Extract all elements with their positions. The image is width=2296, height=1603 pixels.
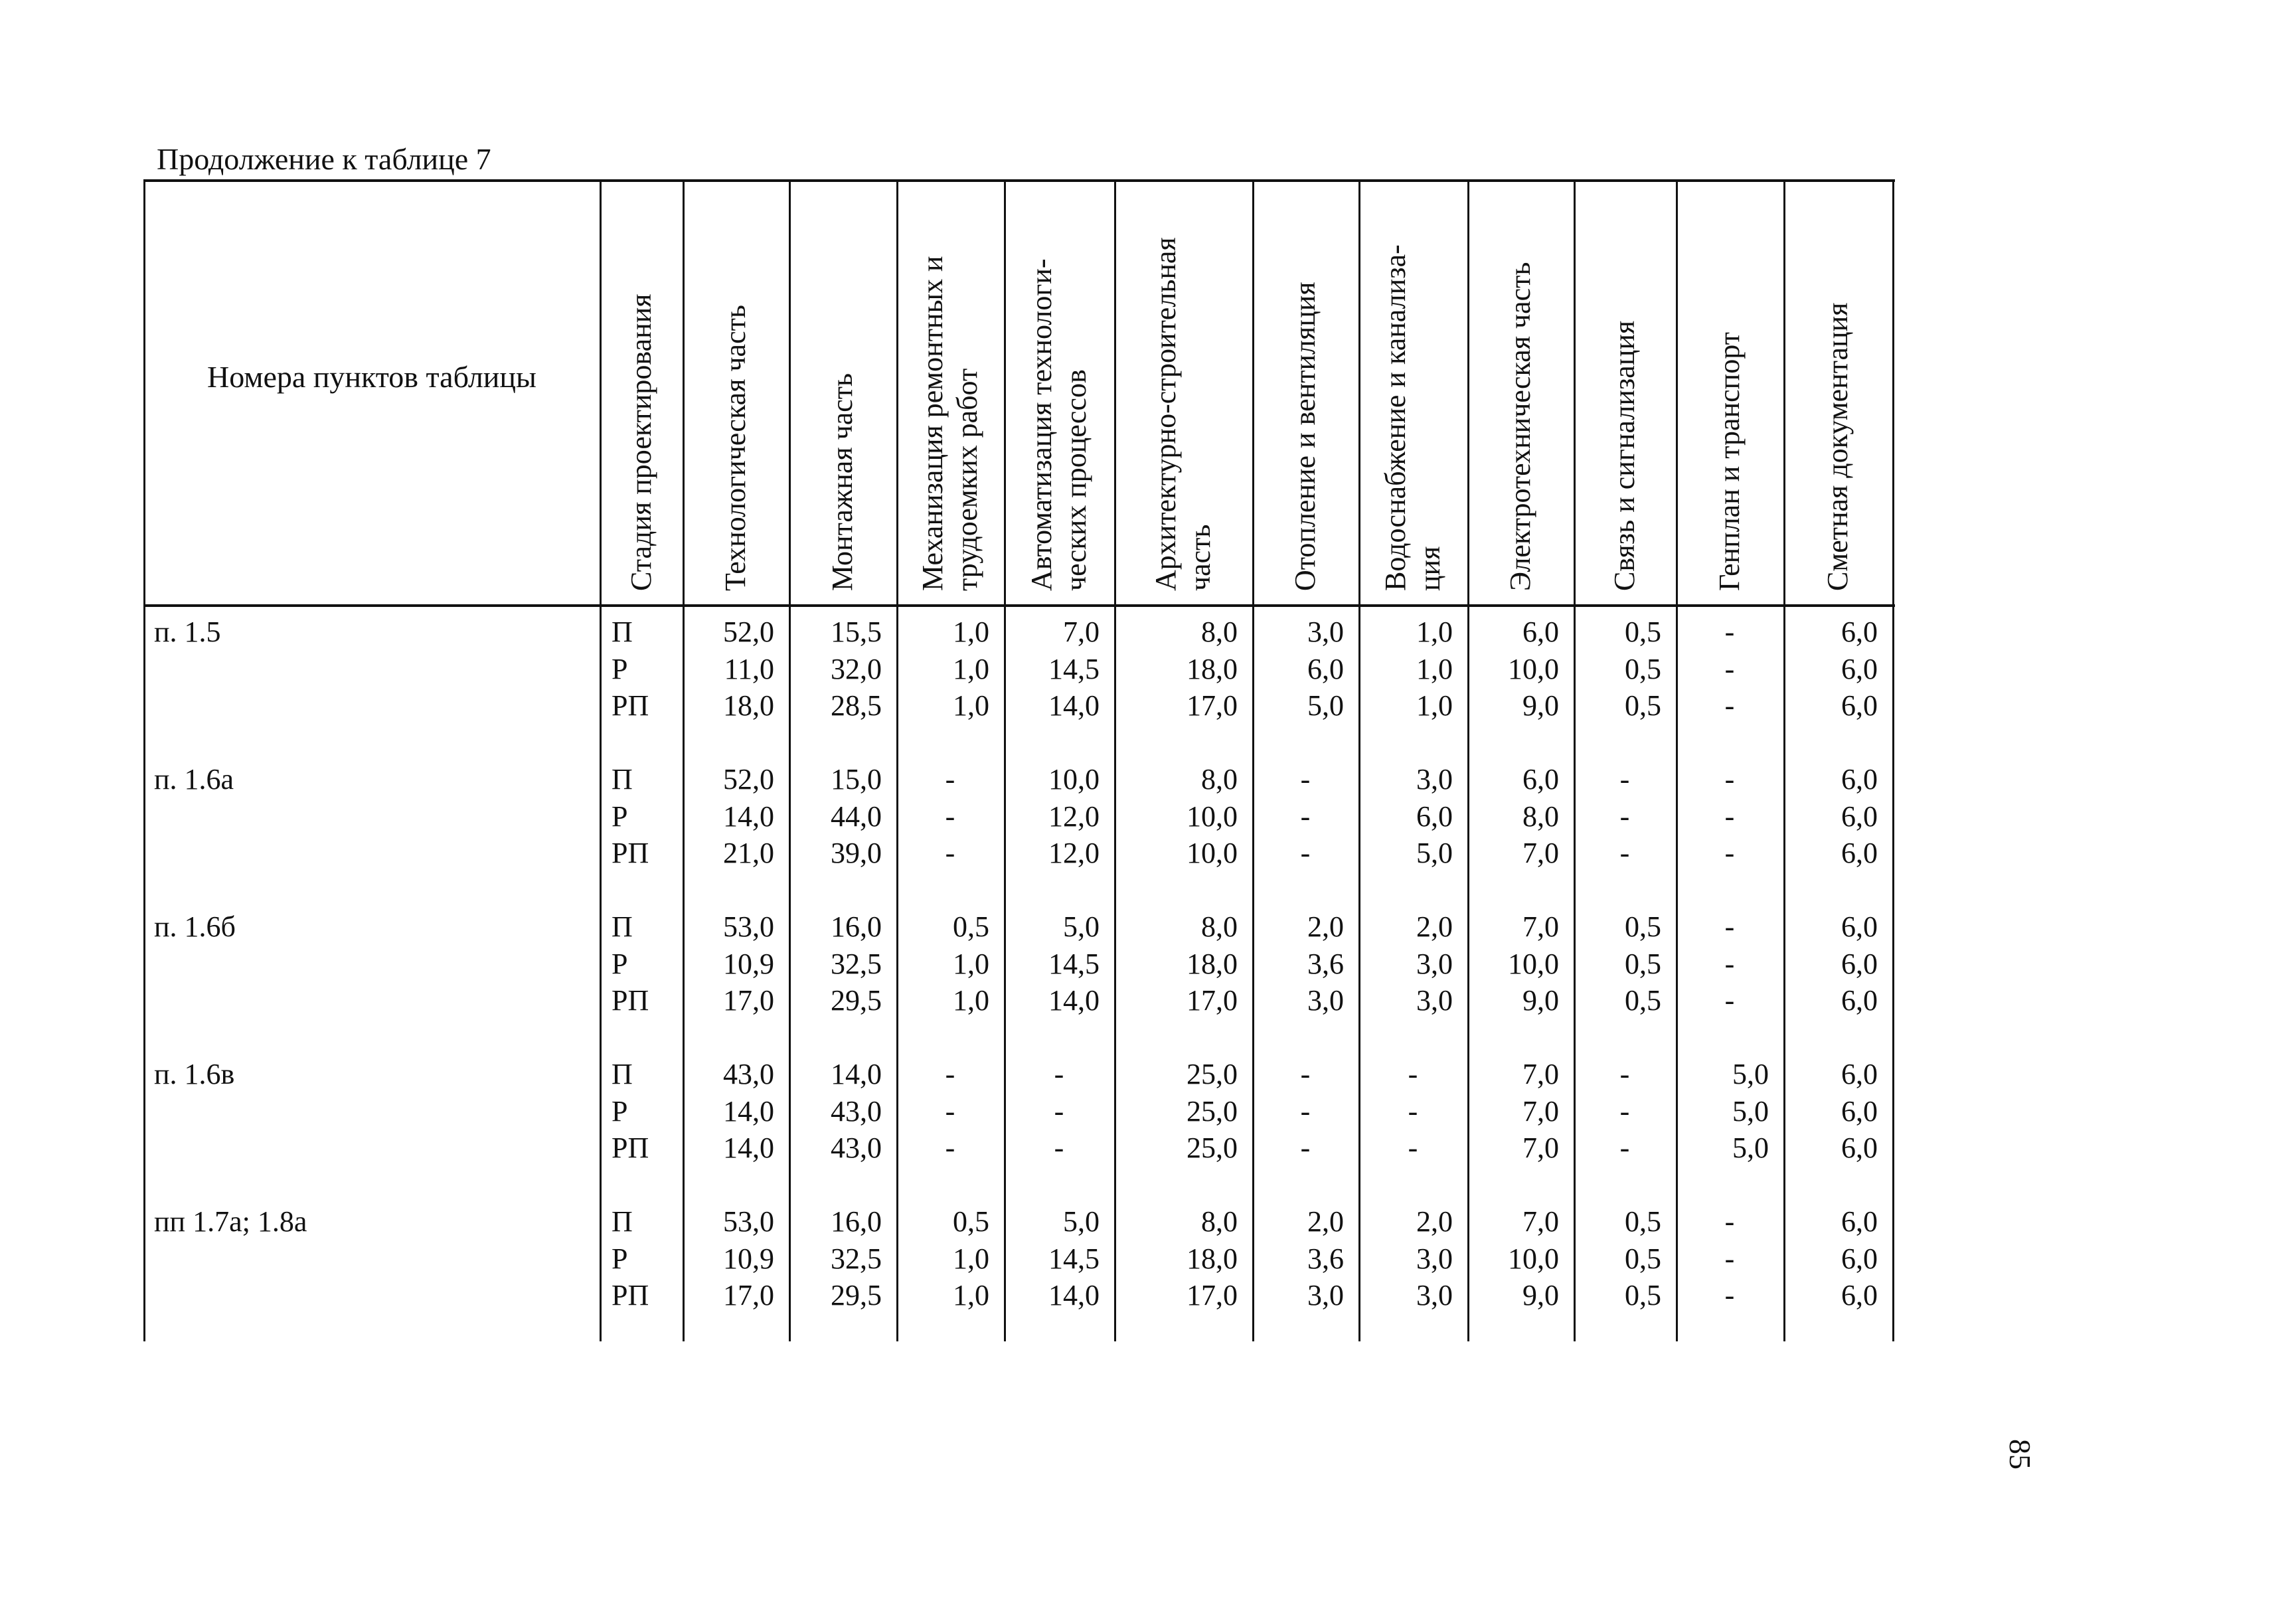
table-cell: 6,0: [1841, 1132, 1878, 1164]
stage-cell: П: [612, 1058, 633, 1090]
table-cell: 3,0: [1416, 984, 1453, 1017]
table-cell: 8,0: [1522, 800, 1559, 833]
table-cell: 0,5: [1625, 1279, 1661, 1311]
stage-cell: РП: [612, 837, 649, 869]
table-cell: 3,0: [1416, 763, 1453, 796]
column-divider: [1358, 179, 1360, 1341]
table-cell: 25,0: [1187, 1132, 1238, 1164]
table-cell: 39,0: [831, 837, 882, 869]
column-divider: [1467, 179, 1469, 1341]
table-cell: 1,0: [1416, 616, 1453, 648]
table-cell: -: [1724, 1242, 1735, 1275]
table-cell: 6,0: [1841, 837, 1878, 869]
table-cell: 5,0: [1307, 689, 1344, 722]
table-cell: -: [1619, 763, 1630, 796]
table-cell: 6,0: [1841, 910, 1878, 943]
table-cell: 0,5: [953, 910, 989, 943]
table-cell: 21,0: [723, 837, 774, 869]
table-cell: 6,0: [1841, 1094, 1878, 1128]
stage-cell: П: [612, 616, 633, 648]
table-cell: 5,0: [1732, 1132, 1769, 1164]
table-cell: 6,0: [1841, 1205, 1878, 1238]
table-cell: 43,0: [723, 1058, 774, 1090]
table-cell: 52,0: [723, 616, 774, 648]
table-cell: -: [1300, 1132, 1311, 1164]
table-cell: 9,0: [1522, 984, 1559, 1017]
table-cell: 6,0: [1841, 947, 1878, 980]
table-cell: 18,0: [1187, 1242, 1238, 1275]
table-cell: -: [1408, 1058, 1418, 1090]
column-header-label: Технологическая часть: [719, 305, 752, 591]
table-cell: 2,0: [1307, 910, 1344, 943]
table-cell: 1,0: [953, 689, 989, 722]
stage-cell: РП: [612, 689, 649, 722]
column-divider: [1004, 179, 1006, 1341]
table-cell: 1,0: [953, 652, 989, 685]
table-cell: 8,0: [1201, 910, 1238, 943]
page-number: 85: [2003, 1439, 2037, 1470]
table-cell: -: [1724, 984, 1735, 1017]
table-cell: 6,0: [1522, 616, 1559, 648]
stage-cell: Р: [612, 652, 628, 685]
table-cell: 8,0: [1201, 616, 1238, 648]
table-cell: 3,0: [1416, 1279, 1453, 1311]
table-cell: 6,0: [1841, 1279, 1878, 1311]
stage-cell: Р: [612, 800, 628, 833]
table-cell: 7,0: [1063, 616, 1100, 648]
table-cell: 25,0: [1187, 1094, 1238, 1128]
table-cell: 2,0: [1416, 1205, 1453, 1238]
table-cell: 6,0: [1841, 1242, 1878, 1275]
table-cell: 3,0: [1307, 616, 1344, 648]
table-cell: 8,0: [1201, 1205, 1238, 1238]
row-label-header: Номера пунктов таблицы: [207, 360, 536, 394]
table-cell: 7,0: [1522, 1205, 1559, 1238]
table-cell: -: [1724, 1279, 1735, 1311]
table-cell: 29,5: [831, 984, 882, 1017]
column-header-label: Связь и сигнализация: [1608, 320, 1641, 591]
table-cell: -: [1619, 1132, 1630, 1164]
table-cell: 10,9: [723, 947, 774, 980]
table-cell: 5,0: [1732, 1058, 1769, 1090]
table-cell: 7,0: [1522, 1094, 1559, 1128]
table-cell: 12,0: [1048, 800, 1100, 833]
table-cell: -: [1724, 763, 1735, 796]
table-cell: 5,0: [1063, 910, 1100, 943]
table-cell: 10,0: [1508, 652, 1559, 685]
table-cell: 6,0: [1841, 984, 1878, 1017]
table-cell: 3,0: [1416, 947, 1453, 980]
table-cell: 0,5: [1625, 689, 1661, 722]
table-cell: 7,0: [1522, 837, 1559, 869]
table-cell: -: [945, 763, 955, 796]
header-bottom-border: [143, 604, 1895, 607]
table-cell: 1,0: [953, 984, 989, 1017]
table-cell: -: [1619, 800, 1630, 833]
table-cell: -: [945, 1058, 955, 1090]
column-header-label: Водоснабжение и канализа- ция: [1379, 244, 1446, 591]
table-cell: 52,0: [723, 763, 774, 796]
column-divider: [1252, 179, 1254, 1341]
table-cell: 14,0: [1048, 1279, 1100, 1311]
table-cell: -: [1300, 1094, 1311, 1128]
table-cell: 17,0: [723, 1279, 774, 1311]
table-cell: -: [1724, 652, 1735, 685]
stage-cell: Р: [612, 1242, 628, 1275]
table-cell: 15,0: [831, 763, 882, 796]
table-cell: 1,0: [1416, 652, 1453, 685]
stage-cell: РП: [612, 1279, 649, 1311]
table-cell: 12,0: [1048, 837, 1100, 869]
table-cell: 14,0: [1048, 984, 1100, 1017]
stage-cell: П: [612, 1205, 633, 1238]
column-divider: [143, 179, 145, 1341]
table-cell: 16,0: [831, 1205, 882, 1238]
table-cell: -: [1054, 1058, 1064, 1090]
table-cell: -: [1724, 1205, 1735, 1238]
table-cell: 7,0: [1522, 1132, 1559, 1164]
table-cell: -: [1619, 1058, 1630, 1090]
table-cell: -: [945, 1094, 955, 1128]
table-cell: 6,0: [1841, 1058, 1878, 1090]
table-cell: 5,0: [1416, 837, 1453, 869]
table-cell: 15,5: [831, 616, 882, 648]
table-cell: -: [1408, 1132, 1418, 1164]
table-cell: 11,0: [724, 652, 774, 685]
table-cell: -: [1724, 910, 1735, 943]
table-cell: 0,5: [1625, 652, 1661, 685]
table-cell: 0,5: [953, 1205, 989, 1238]
group-label: п. 1.6в: [154, 1058, 235, 1090]
table-cell: 2,0: [1416, 910, 1453, 943]
table-cell: 5,0: [1063, 1205, 1100, 1238]
table-cell: 29,5: [831, 1279, 882, 1311]
table-cell: -: [1300, 837, 1311, 869]
table-cell: 1,0: [953, 1279, 989, 1311]
table-cell: 6,0: [1841, 616, 1878, 648]
table-cell: 10,0: [1187, 800, 1238, 833]
table-cell: -: [945, 837, 955, 869]
group-label: п. 1.6б: [154, 910, 236, 943]
table-cell: 0,5: [1625, 910, 1661, 943]
table-cell: -: [945, 800, 955, 833]
table-cell: 32,5: [831, 1242, 882, 1275]
table-cell: 8,0: [1201, 763, 1238, 796]
column-divider: [1892, 179, 1894, 1341]
table-cell: -: [1054, 1094, 1064, 1128]
column-divider: [1783, 179, 1785, 1341]
table-cell: 18,0: [723, 689, 774, 722]
column-divider: [1676, 179, 1678, 1341]
table-cell: 6,0: [1841, 689, 1878, 722]
table-cell: -: [1619, 837, 1630, 869]
group-label: пп 1.7а; 1.8а: [154, 1205, 307, 1238]
column-header-label: Электротехническая часть: [1504, 262, 1536, 591]
table-cell: 14,5: [1048, 947, 1100, 980]
table-cell: -: [1619, 1094, 1630, 1128]
table-cell: 18,0: [1187, 947, 1238, 980]
table-cell: 0,5: [1625, 1205, 1661, 1238]
table-cell: 10,0: [1048, 763, 1100, 796]
table-cell: -: [945, 1132, 955, 1164]
table-cell: 3,0: [1307, 1279, 1344, 1311]
stage-cell: П: [612, 910, 633, 943]
table-cell: -: [1408, 1094, 1418, 1128]
table-cell: 10,0: [1508, 947, 1559, 980]
table-cell: 28,5: [831, 689, 882, 722]
table-cell: 9,0: [1522, 1279, 1559, 1311]
table-cell: 6,0: [1307, 652, 1344, 685]
table-cell: 6,0: [1841, 763, 1878, 796]
column-divider: [896, 179, 898, 1341]
table-cell: -: [1054, 1132, 1064, 1164]
table-cell: -: [1300, 1058, 1311, 1090]
table-cell: 3,6: [1307, 947, 1344, 980]
table-cell: 44,0: [831, 800, 882, 833]
table-cell: 7,0: [1522, 1058, 1559, 1090]
table-cell: -: [1724, 616, 1735, 648]
table-cell: 17,0: [1187, 984, 1238, 1017]
table-cell: 5,0: [1732, 1094, 1769, 1128]
table-cell: 10,9: [723, 1242, 774, 1275]
table-cell: 32,0: [831, 652, 882, 685]
table-cell: 1,0: [953, 1242, 989, 1275]
table-caption: Продолжение к таблице 7: [157, 142, 491, 176]
stage-cell: Р: [612, 1094, 628, 1128]
stage-cell: П: [612, 763, 633, 796]
table-top-border: [143, 179, 1895, 182]
table-cell: 14,0: [1048, 689, 1100, 722]
column-header-label: Стадия проектирования: [624, 294, 657, 591]
column-header-label: Отопление и вентиляция: [1289, 282, 1321, 591]
column-header-label: Автоматизация технологи- ческих процессов: [1025, 258, 1092, 591]
table-cell: 1,0: [1416, 689, 1453, 722]
table-cell: 0,5: [1625, 984, 1661, 1017]
table-cell: 6,0: [1522, 763, 1559, 796]
table-cell: 17,0: [1187, 1279, 1238, 1311]
table-cell: 43,0: [831, 1094, 882, 1128]
table-cell: 3,0: [1307, 984, 1344, 1017]
stage-cell: Р: [612, 947, 628, 980]
stage-cell: РП: [612, 984, 649, 1017]
table-cell: -: [1300, 800, 1311, 833]
column-divider: [600, 179, 602, 1341]
table-cell: 14,5: [1048, 1242, 1100, 1275]
table-cell: 18,0: [1187, 652, 1238, 685]
column-header-label: Монтажная часть: [826, 373, 859, 591]
table-cell: 0,5: [1625, 947, 1661, 980]
table-cell: 0,5: [1625, 1242, 1661, 1275]
table-cell: 53,0: [723, 1205, 774, 1238]
table-cell: -: [1724, 947, 1735, 980]
column-divider: [1114, 179, 1116, 1341]
table-cell: 1,0: [953, 616, 989, 648]
table-cell: 3,6: [1307, 1242, 1344, 1275]
table-cell: 9,0: [1522, 689, 1559, 722]
table-cell: 14,5: [1048, 652, 1100, 685]
group-label: п. 1.5: [154, 616, 221, 648]
table-cell: 14,0: [723, 800, 774, 833]
column-divider: [789, 179, 791, 1341]
table-cell: 14,0: [723, 1132, 774, 1164]
table-cell: 53,0: [723, 910, 774, 943]
table-cell: 16,0: [831, 910, 882, 943]
table-cell: 10,0: [1508, 1242, 1559, 1275]
column-divider: [1574, 179, 1576, 1341]
column-header-label: Сметная документация: [1821, 302, 1854, 591]
column-header-label: Генплан и транспорт: [1713, 332, 1746, 591]
table-cell: 43,0: [831, 1132, 882, 1164]
table-cell: 14,0: [831, 1058, 882, 1090]
table-cell: 1,0: [953, 947, 989, 980]
table-cell: 17,0: [1187, 689, 1238, 722]
column-header-label: Механизация ремонтных и трудоемких работ: [916, 256, 983, 591]
table-cell: 2,0: [1307, 1205, 1344, 1238]
table-cell: 7,0: [1522, 910, 1559, 943]
column-divider: [683, 179, 685, 1341]
table-cell: 6,0: [1841, 652, 1878, 685]
group-label: п. 1.6а: [154, 763, 234, 796]
table-cell: 25,0: [1187, 1058, 1238, 1090]
column-header-label: Архитектурно-строительная часть: [1149, 237, 1216, 591]
table-cell: 0,5: [1625, 616, 1661, 648]
table-cell: -: [1724, 689, 1735, 722]
table-cell: 32,5: [831, 947, 882, 980]
table-cell: 3,0: [1416, 1242, 1453, 1275]
table-cell: 6,0: [1841, 800, 1878, 833]
stage-cell: РП: [612, 1132, 649, 1164]
table-cell: 17,0: [723, 984, 774, 1017]
table-cell: -: [1724, 837, 1735, 869]
table-cell: 14,0: [723, 1094, 774, 1128]
table-cell: 6,0: [1416, 800, 1453, 833]
table-cell: 10,0: [1187, 837, 1238, 869]
table-cell: -: [1724, 800, 1735, 833]
table-cell: -: [1300, 763, 1311, 796]
